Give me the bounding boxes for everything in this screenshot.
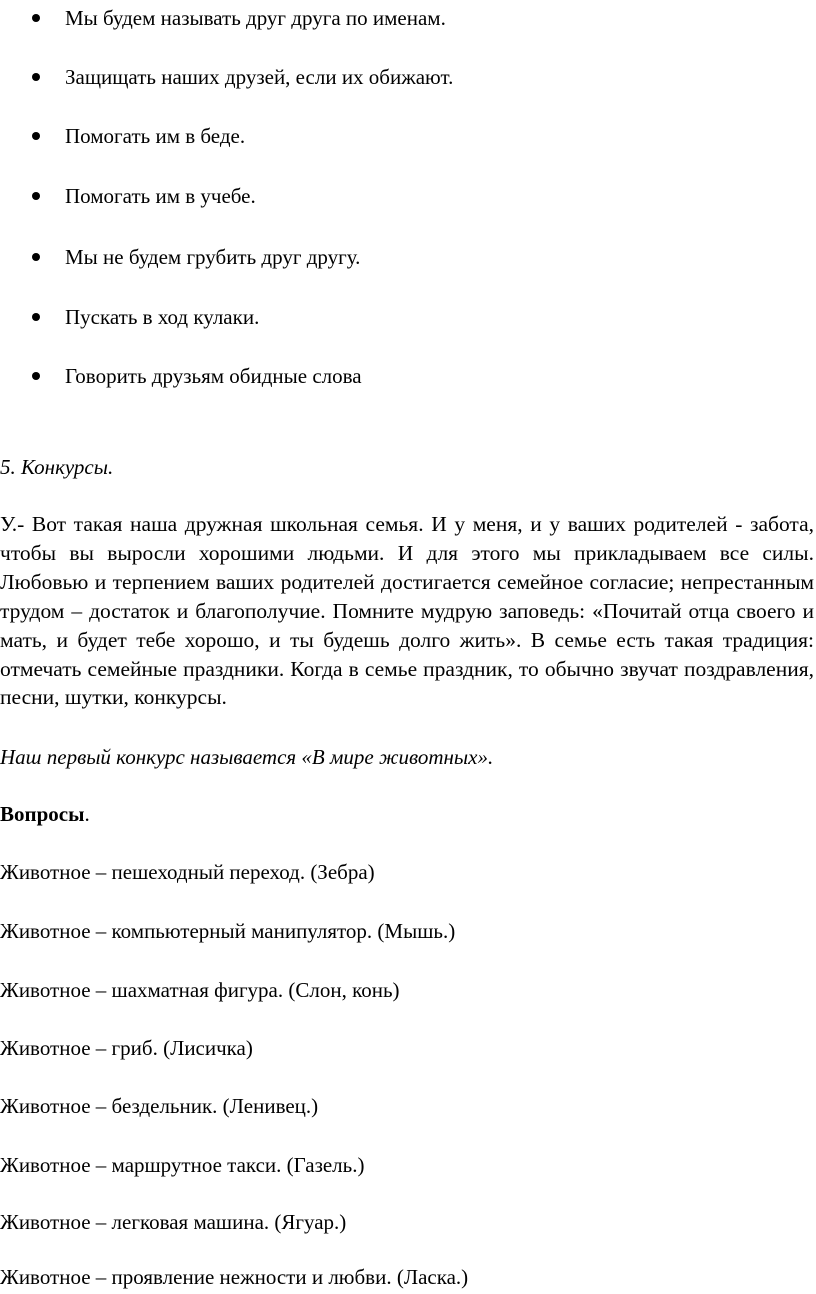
list-item-text: Мы будем называть друг друга по именам. (65, 6, 446, 30)
bullet-icon (32, 372, 40, 380)
list-item-text: Говорить друзьям обидные слова (65, 364, 362, 388)
question-item: Животное – бездельник. (Ленивец.) (0, 1094, 319, 1118)
question-item: Животное – пешеходный переход. (Зебра) (0, 860, 375, 884)
list-item-text: Помогать им в учебе. (65, 184, 256, 208)
bullet-icon (32, 192, 40, 200)
teacher-paragraph: У.- Вот такая наша дружная школьная семья. И у меня, и у ваших родителей - забота, чтобы вы выросли хорошими людьми. И для этого мы прикладываем все силы. Любовью и терпением ваших родителей достигается семейное согласие; непрестанным трудом – достаток и благополучие. Помните мудрую заповедь: «Почитай отца своего и мать, и будет тебе хорошо, и ты будешь долго жить». В семье есть такая традиция: отмечать семейные праздники. Когда в семье праздник, то обычно звучат поздравления, песни, шутки, конкурсы. (0, 512, 814, 710)
questions-label: Вопросы (0, 802, 85, 826)
questions-label-suffix: . (84, 802, 90, 826)
questions-heading (0, 799, 90, 829)
question-item: Животное – маршрутное такси. (Газель.) (0, 1153, 365, 1177)
bullet-icon (32, 14, 40, 22)
question-item: Животное – шахматная фигура. (Слон, конь) (0, 978, 400, 1002)
list-item-text: Защищать наших друзей, если их обижают. (65, 65, 454, 89)
bullet-icon (32, 132, 40, 140)
question-item: Животное – проявление нежности и любви. (Ласка.) (0, 1265, 469, 1289)
list-item-text: Пускать в ход кулаки. (65, 305, 260, 329)
question-item: Животное – легковая машина. (Ягуар.) (0, 1210, 347, 1234)
bullet-icon (32, 253, 40, 261)
bullet-icon (32, 73, 40, 81)
list-item-text: Мы не будем грубить друг другу. (65, 245, 361, 269)
contest-intro: Наш первый конкурс называется «В мире животных». (0, 745, 494, 769)
question-item: Животное – компьютерный манипулятор. (Мышь.) (0, 919, 456, 943)
question-item: Животное – гриб. (Лисичка) (0, 1036, 253, 1060)
bullet-icon (32, 313, 40, 321)
list-item-text: Помогать им в беде. (65, 124, 246, 148)
section-heading: 5. Конкурсы. (0, 455, 114, 479)
